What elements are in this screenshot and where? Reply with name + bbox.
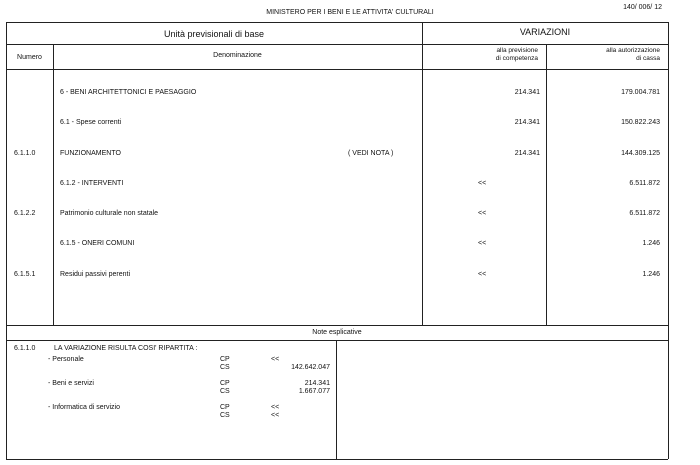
- column-header-previsione-line1: alla previsione: [496, 47, 538, 54]
- note-cs-value: 142.642.047: [291, 364, 330, 371]
- row-cassa: 6.511.872: [629, 180, 660, 187]
- cassa-column-divider: [546, 44, 547, 325]
- variazioni-column-divider: [422, 22, 423, 325]
- note-cp-value: 214.341: [304, 380, 330, 387]
- notes-heading: LA VARIAZIONE RISULTA COSI' RIPARTITA :: [54, 345, 198, 352]
- row-previsione: 214.341: [514, 89, 540, 96]
- row-previsione: <<: [478, 210, 487, 217]
- row-denominazione: FUNZIONAMENTO: [60, 150, 121, 157]
- section-variazioni: VARIAZIONI: [519, 27, 571, 37]
- note-cs-label: CS: [220, 412, 230, 419]
- note-item-label: - Personale: [48, 356, 84, 363]
- row-cassa: 1.246: [642, 240, 660, 247]
- note-cp-label: CP: [220, 380, 230, 387]
- notes-left-border: [6, 325, 7, 459]
- ministry-title: MINISTERO PER I BENI E LE ATTIVITA' CULTURALI: [266, 9, 434, 16]
- section-header-divider: [6, 44, 668, 45]
- notes-bottom-border: [6, 459, 668, 460]
- note-cs-value: 1.667.077: [298, 388, 330, 395]
- notes-right-border: [668, 325, 669, 459]
- notes-code: 6.1.1.0: [14, 345, 36, 352]
- row-cassa: 144.309.125: [621, 150, 660, 157]
- row-numero: 6.1.1.0: [14, 150, 36, 157]
- row-nota: ( VEDI NOTA ): [348, 150, 394, 157]
- table-bottom-border: [6, 325, 668, 326]
- row-previsione: <<: [478, 180, 487, 187]
- column-header-cassa-line1: alla autorizzazione: [606, 47, 660, 54]
- note-item-label: - Informatica di servizio: [48, 404, 120, 411]
- column-header-numero: Numero: [17, 54, 42, 61]
- row-cassa: 1.246: [642, 271, 660, 278]
- note-cs-label: CS: [220, 388, 230, 395]
- row-previsione: <<: [478, 240, 487, 247]
- note-cp-value: <<: [271, 356, 280, 363]
- table-top-border: [6, 22, 668, 23]
- row-denominazione: Patrimonio culturale non statale: [60, 210, 159, 217]
- row-denominazione: 6.1.5 - ONERI COMUNI: [60, 240, 135, 247]
- note-cp-value: <<: [271, 404, 280, 411]
- row-denominazione: 6.1 - Spese correnti: [60, 119, 122, 126]
- row-denominazione: 6 - BENI ARCHITETTONICI E PAESAGGIO: [60, 89, 197, 96]
- note-cp-label: CP: [220, 356, 230, 363]
- column-header-divider: [6, 69, 668, 70]
- row-numero: 6.1.2.2: [14, 210, 36, 217]
- note-cs-value: <<: [271, 412, 280, 419]
- note-item-label: - Beni e servizi: [48, 380, 94, 387]
- column-header-denominazione: Denominazione: [213, 52, 262, 59]
- page-reference: 140/ 006/ 12: [623, 4, 662, 11]
- row-previsione: 214.341: [514, 119, 540, 126]
- row-denominazione: Residui passivi perenti: [60, 271, 131, 278]
- table-left-border: [6, 22, 7, 325]
- numero-column-divider: [53, 44, 54, 325]
- note-cs-label: CS: [220, 364, 230, 371]
- notes-title: Note esplicative: [312, 329, 362, 336]
- row-cassa: 6.511.872: [629, 210, 660, 217]
- row-previsione: 214.341: [514, 150, 540, 157]
- row-cassa: 150.822.243: [621, 119, 660, 126]
- row-cassa: 179.004.781: [621, 89, 660, 96]
- row-denominazione: 6.1.2 - INTERVENTI: [60, 180, 124, 187]
- notes-title-divider: [6, 340, 668, 341]
- note-cp-label: CP: [220, 404, 230, 411]
- column-header-previsione-line2: di competenza: [495, 55, 538, 62]
- row-numero: 6.1.5.1: [14, 271, 36, 278]
- section-unita-previsionali: Unità previsionali di base: [163, 29, 265, 39]
- notes-center-divider: [336, 340, 337, 459]
- column-header-cassa-line2: di cassa: [636, 55, 660, 62]
- row-previsione: <<: [478, 271, 487, 278]
- table-right-border: [668, 22, 669, 325]
